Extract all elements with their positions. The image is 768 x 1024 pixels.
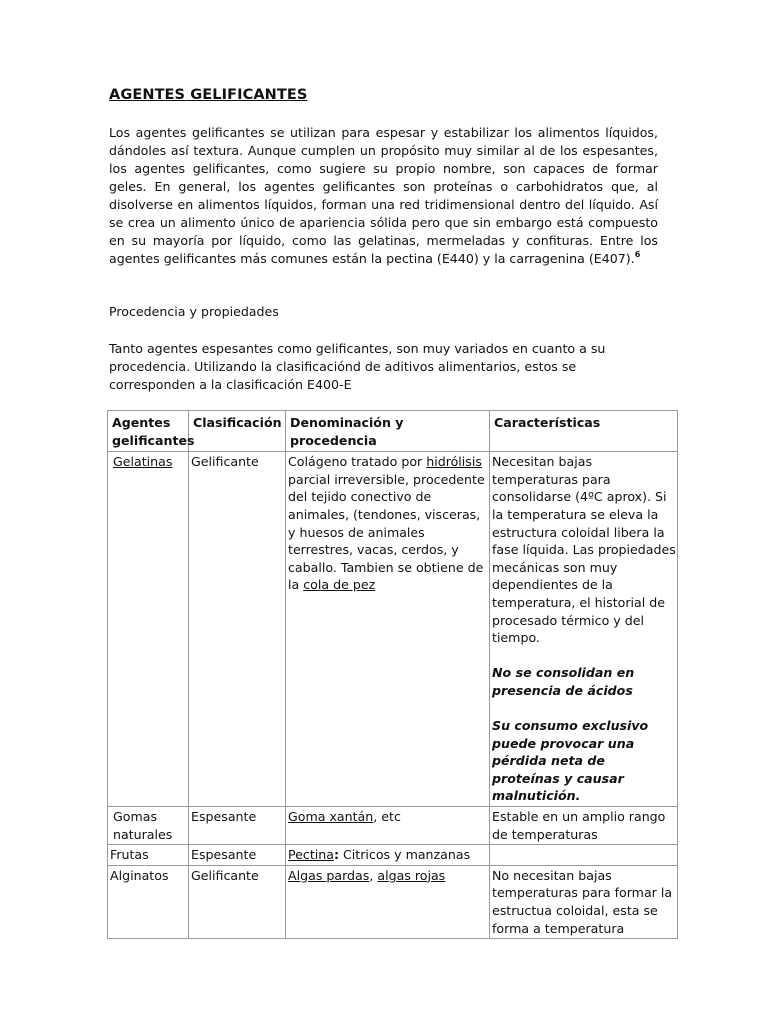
- link-algas-rojas[interactable]: algas rojas: [377, 867, 446, 883]
- link-pectina[interactable]: Pectina: [288, 847, 334, 863]
- agent-cell: Alginatos: [108, 865, 189, 938]
- link-hidrolisis[interactable]: hidrólisis: [426, 454, 482, 470]
- agent-cell: [108, 452, 189, 807]
- char-cell: [490, 845, 678, 866]
- table-row: [108, 452, 678, 807]
- denom-cell: Colágeno tratado por hidrólisis parcial irreversible, procedente del tejido conectivo de animales, (tendones, visceras, y huesos de animales terrestres, vacas, cerdos, y caballo. Tambien se obtiene de la cola de pez: [286, 452, 490, 807]
- link-goma-xantan[interactable]: Goma xantán: [288, 809, 374, 825]
- footnote-marker[interactable]: 6: [634, 250, 641, 259]
- denom-cell: Pectina: Citricos y manzanas: [286, 845, 490, 866]
- table-row: [108, 845, 678, 866]
- document-title: AGENTES GELIFICANTES: [109, 87, 308, 103]
- class-cell: Gelificante: [189, 452, 286, 807]
- agent-link-gelatinas[interactable]: Gelatinas: [113, 454, 173, 470]
- char-cell: Necesitan bajas temperaturas para consolidarse (4ºC aprox). Si la temperatura se eleva la estructura coloidal libera la fase líquida. Las propiedades mecánicas son muy dependientes de la temperatura, el historial de procesado térmico y del tiempo. No se consolidan en presencia de ácidos Su consumo exclusivo puede provocar una pérdida neta de proteínas y causar malnutición.: [490, 452, 678, 807]
- denom-cell: Algas pardas, algas rojas: [286, 865, 490, 938]
- table-header-row: [108, 411, 678, 452]
- class-cell: Gelificante: [189, 865, 286, 938]
- procedencia-paragraph: Tanto agentes espesantes como gelificantes, son muy variados en cuanto a su procedencia. Utilizando la clasificaciónd de aditivos alimentarios, estos se corresponden a la clasificación E400-E: [109, 341, 606, 392]
- header-agentes: Agentes gelificantes: [108, 411, 189, 452]
- denom-cell: Goma xantán, etc: [286, 807, 490, 845]
- char-cell: Estable en un amplio rango de temperaturas: [490, 807, 678, 845]
- class-cell: Espesante: [189, 807, 286, 845]
- intro-paragraph: [109, 124, 658, 268]
- class-cell: Espesante: [189, 845, 286, 866]
- link-cola-de-pez[interactable]: cola de pez: [303, 577, 376, 593]
- header-denominacion: Denominación y procedencia: [286, 411, 490, 452]
- table-row: [108, 807, 678, 845]
- section-heading: Procedencia y propiedades: [109, 304, 279, 319]
- agent-cell: Frutas: [108, 845, 189, 866]
- header-clasificacion: Clasificación: [189, 411, 286, 452]
- intro-text: Los agentes gelificantes se utilizan para espesar y estabilizar los alimentos líquidos, dándoles así textura. Aunque cumplen un propósito muy similar al de los espesantes, los agentes gelificantes, como sugiere su propio nombre, son capaces de formar geles. En general, los agentes gelificantes son proteínas o carbohidratos que, al disolverse en alimentos líquidos, forman una red tridimensional dentro del líquido. Así se crea un alimento único de apariencia sólida pero que sin embargo está compuesto en su mayoría por líquido, como las gelatinas, mermeladas y confituras. Entre los agentes gelificantes más comunes están la pectina (E440) y la carragenina (E407).: [109, 125, 658, 266]
- link-algas-pardas[interactable]: Algas pardas: [288, 867, 370, 883]
- gelling-agents-table: [107, 410, 678, 939]
- table-row: [108, 865, 678, 938]
- agent-cell: Gomas naturales: [108, 807, 189, 845]
- char-cell: No necesitan bajas temperaturas para formar la estructua coloidal, esta se forma a temperatura: [490, 865, 678, 938]
- header-caracteristicas: Características: [490, 411, 678, 452]
